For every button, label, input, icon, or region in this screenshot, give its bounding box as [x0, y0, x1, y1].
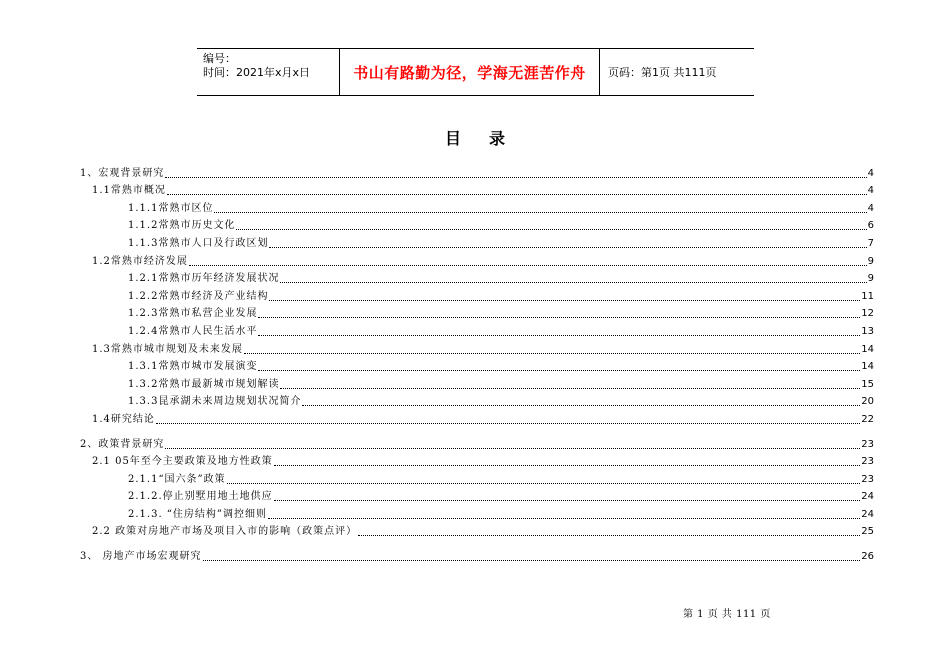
toc-title-left: 目	[444, 129, 461, 148]
toc-entry-label: 1.1常熟市概况	[92, 185, 166, 197]
toc-entry-label: 2.1.3. “住房结构”调控细则	[128, 508, 268, 520]
toc-entry-label: 2、政策背景研究	[80, 438, 165, 450]
toc-dot-leader	[258, 370, 860, 371]
table-of-contents	[80, 162, 874, 563]
toc-dot-leader	[165, 177, 866, 178]
toc-dot-leader	[302, 405, 860, 406]
toc-entry[interactable]	[80, 197, 874, 215]
toc-entry-page: 4	[867, 185, 874, 197]
toc-entry[interactable]	[80, 162, 874, 180]
toc-dot-leader	[236, 229, 866, 230]
toc-entry-page: 20	[861, 396, 874, 408]
toc-entry-label: 1.3.1常熟市城市发展演变	[128, 361, 258, 373]
toc-entry-page: 6	[867, 220, 874, 232]
toc-dot-leader	[269, 247, 866, 248]
toc-entry-label: 1、宏观背景研究	[80, 167, 165, 179]
toc-entry-label: 1.3.2常熟市最新城市规划解读	[128, 378, 280, 390]
toc-entry-page: 4	[867, 167, 874, 179]
toc-entry-page: 7	[867, 237, 874, 249]
toc-entry-page: 14	[861, 343, 874, 355]
toc-dot-leader	[203, 560, 861, 561]
toc-entry-page: 12	[861, 308, 874, 320]
toc-dot-leader	[358, 535, 860, 536]
toc-dot-leader	[258, 317, 860, 318]
toc-entry-label: 1.1.2常熟市历史文化	[128, 220, 236, 232]
toc-entry-page: 23	[861, 438, 874, 450]
toc-entry-page: 24	[861, 491, 874, 503]
toc-entry[interactable]	[80, 285, 874, 303]
toc-entry[interactable]	[80, 215, 874, 233]
toc-entry[interactable]	[80, 433, 874, 451]
toc-entry-label: 1.2.2常熟市经济及产业结构	[128, 290, 269, 302]
section-spacer	[80, 426, 874, 433]
toc-entry[interactable]	[80, 391, 874, 409]
toc-entry-page: 4	[867, 202, 874, 214]
toc-entry-label: 1.4研究结论	[92, 413, 155, 425]
toc-title-right: 录	[489, 129, 506, 148]
toc-dot-leader	[274, 500, 861, 501]
date-label: 时间：2021年x月x日	[203, 66, 311, 79]
toc-entry-page: 15	[861, 378, 874, 390]
toc-entry-page: 11	[861, 290, 874, 302]
toc-entry[interactable]	[80, 180, 874, 198]
toc-dot-leader	[269, 300, 860, 301]
toc-entry-label: 2.1.2.停止别墅用地土地供应	[128, 491, 273, 503]
toc-entry-page: 25	[861, 526, 874, 538]
toc-entry-page: 23	[861, 456, 874, 468]
toc-entry-page: 14	[861, 361, 874, 373]
toc-entry[interactable]	[80, 503, 874, 521]
toc-entry[interactable]	[80, 451, 874, 469]
toc-entry-page: 22	[861, 413, 874, 425]
toc-entry-label: 2.2 政策对房地产市场及项目入市的影响（政策点评）	[92, 526, 358, 538]
toc-dot-leader	[227, 483, 861, 484]
toc-entry-page: 26	[861, 551, 874, 563]
toc-entry[interactable]	[80, 468, 874, 486]
toc-entry[interactable]	[80, 338, 874, 356]
toc-entry-page: 9	[867, 255, 874, 267]
toc-entry[interactable]	[80, 521, 874, 539]
toc-entry-page: 9	[867, 273, 874, 285]
section-spacer	[80, 538, 874, 545]
toc-dot-leader	[274, 465, 860, 466]
toc-entry-label: 1.1.1常熟市区位	[128, 202, 214, 214]
toc-entry-page: 13	[861, 325, 874, 337]
toc-entry[interactable]	[80, 356, 874, 374]
page-footer: 第 1 页 共 111 页	[683, 609, 771, 620]
serial-number-label: 编号：	[203, 52, 236, 65]
header-page-cell	[600, 49, 754, 95]
toc-entry-label: 1.2常熟市经济发展	[92, 255, 188, 267]
toc-dot-leader	[214, 212, 866, 213]
toc-dot-leader	[244, 353, 860, 354]
toc-entry[interactable]	[80, 250, 874, 268]
page-code-label: 页码：第1页 共111页	[608, 66, 717, 79]
toc-entry[interactable]	[80, 545, 874, 563]
toc-entry[interactable]	[80, 268, 874, 286]
document-header	[197, 48, 754, 96]
toc-entry-label: 2.1 05年至今主要政策及地方性政策	[92, 456, 273, 468]
toc-dot-leader	[165, 448, 860, 449]
toc-entry-label: 1.2.3常熟市私营企业发展	[128, 308, 258, 320]
toc-entry-label: 1.1.3常熟市人口及行政区划	[128, 237, 269, 249]
toc-entry-label: 2.1.1“国六条”政策	[128, 473, 226, 485]
toc-entry[interactable]	[80, 232, 874, 250]
toc-dot-leader	[280, 388, 860, 389]
header-motto-cell	[340, 49, 600, 95]
toc-entry[interactable]	[80, 408, 874, 426]
toc-entry-label: 1.3.3昆承湖未来周边规划状况简介	[128, 396, 302, 408]
toc-entry-label: 1.2.4常熟市人民生活水平	[128, 325, 258, 337]
toc-entry[interactable]	[80, 373, 874, 391]
toc-dot-leader	[156, 423, 860, 424]
toc-entry-page: 24	[861, 508, 874, 520]
toc-entry[interactable]	[80, 303, 874, 321]
toc-entry[interactable]	[80, 486, 874, 504]
toc-entry-label: 1.2.1常熟市历年经济发展状况	[128, 273, 280, 285]
motto-text: 书山有路勤为径，学海无涯苦作舟	[353, 63, 586, 82]
toc-entry-label: 1.3常熟市城市规划及未来发展	[92, 343, 243, 355]
toc-entry-page: 23	[861, 473, 874, 485]
toc-dot-leader	[189, 265, 867, 266]
header-info-cell	[197, 49, 340, 95]
toc-dot-leader	[167, 194, 867, 195]
toc-dot-leader	[258, 335, 860, 336]
toc-entry-label: 3、 房地产市场宏观研究	[80, 551, 202, 563]
toc-entry[interactable]	[80, 320, 874, 338]
toc-dot-leader	[280, 282, 866, 283]
toc-title	[0, 126, 950, 149]
toc-dot-leader	[268, 518, 860, 519]
